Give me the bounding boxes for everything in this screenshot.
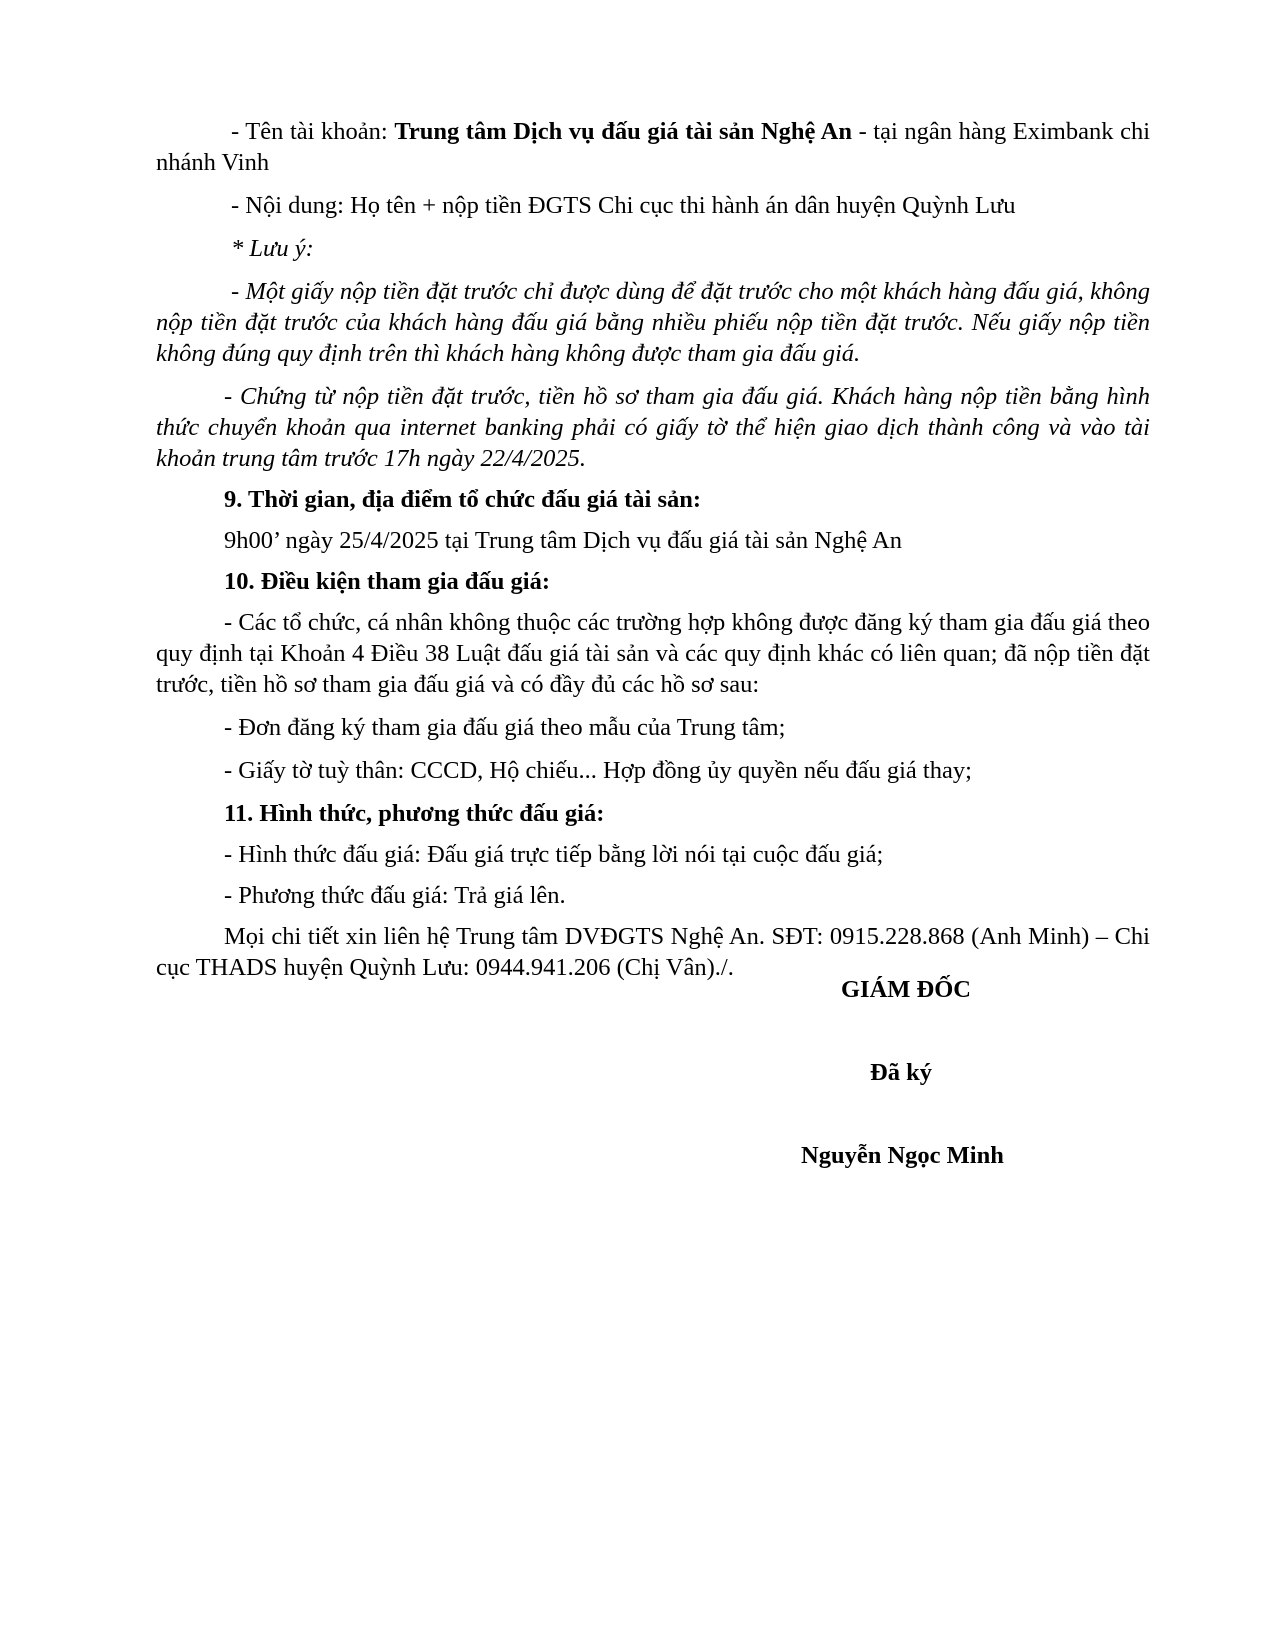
signature-title: GIÁM ĐỐC: [841, 976, 971, 1003]
transfer-content-line: - Nội dung: Họ tên + nộp tiền ĐGTS Chi cục thi hành án dân huyện Quỳnh Lưu: [231, 192, 1016, 219]
signature-name: Nguyễn Ngọc Minh: [801, 1142, 1004, 1169]
section10-text: - Các tổ chức, cá nhân không thuộc các trường hợp không được đăng ký tham gia đấu giá theo quy định tại Khoản 4 Điều 38 Luật đấu giá tài sản và các quy định khác có liên quan; đã nộp tiền đặt trước, tiền hồ sơ tham gia đấu giá và có đầy đủ các hồ sơ sau:: [156, 609, 1150, 698]
section10-item-1: - Đơn đăng ký tham gia đấu giá theo mẫu của Trung tâm;: [224, 714, 786, 741]
note-label: * Lưu ý:: [231, 235, 314, 262]
section11-item-1: - Hình thức đấu giá: Đấu giá trực tiếp bằng lời nói tại cuộc đấu giá;: [224, 841, 884, 868]
section10-item-2: - Giấy tờ tuỳ thân: CCCD, Hộ chiếu... Hợp đồng ủy quyền nếu đấu giá thay;: [224, 757, 972, 784]
account-prefix: - Tên tài khoản:: [231, 118, 395, 145]
section10-heading: 10. Điều kiện tham gia đấu giá:: [224, 568, 551, 595]
account-suffix: - tại ngân hàng Eximbank chi nhánh Vinh: [156, 118, 1151, 176]
signature-status: Đã ký: [870, 1059, 932, 1086]
note-item-2: - Chứng từ nộp tiền đặt trước, tiền hồ sơ tham gia đấu giá. Khách hàng nộp tiền bằng hình thức chuyển khoản qua internet banking phải có giấy tờ thể hiện giao dịch thành công và vào tài khoản trung tâm trước 17h ngày 22/4/2025.: [156, 383, 1150, 472]
contact-paragraph: Mọi chi tiết xin liên hệ Trung tâm DVĐGTS Nghệ An. SĐT: 0915.228.868 (Anh Minh) – Chi cục THADS huyện Quỳnh Lưu: 0944.941.206 (Chị Vân)./.: [156, 923, 1150, 981]
account-paragraph: [156, 116, 1150, 178]
section9-heading: 9. Thời gian, địa điểm tổ chức đấu giá tài sản:: [224, 486, 702, 513]
section9-text: 9h00’ ngày 25/4/2025 tại Trung tâm Dịch vụ đấu giá tài sản Nghệ An: [224, 527, 902, 554]
section11-heading: 11. Hình thức, phương thức đấu giá:: [224, 800, 605, 827]
account-name: Trung tâm Dịch vụ đấu giá tài sản Nghệ An: [394, 118, 852, 145]
note-item-1: - Một giấy nộp tiền đặt trước chỉ được dùng để đặt trước cho một khách hàng đấu giá, không nộp tiền đặt trước của khách hàng đấu giá bằng nhiều phiếu nộp tiền đặt trước. Nếu giấy nộp tiền không đúng quy định trên thì khách hàng không được tham gia đấu giá.: [156, 278, 1150, 367]
document-body: [156, 116, 1150, 983]
section11-item-2: - Phương thức đấu giá: Trả giá lên.: [224, 882, 566, 909]
